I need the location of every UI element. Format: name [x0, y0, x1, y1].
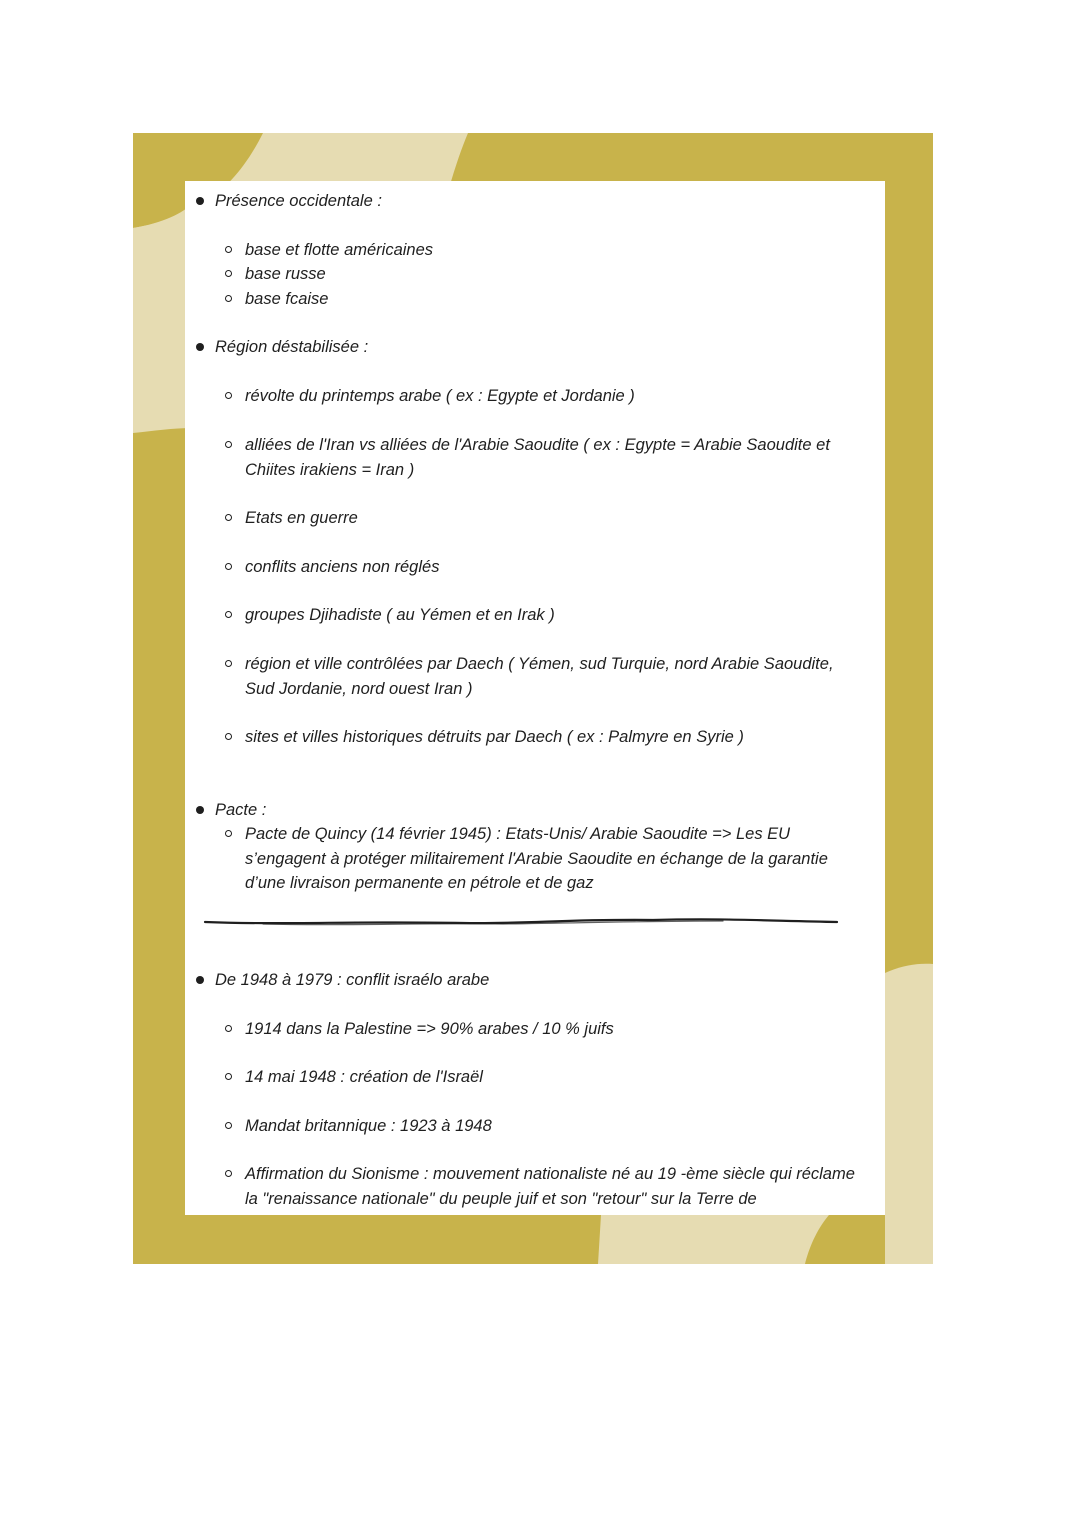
section-heading-presence: Présence occidentale :: [215, 189, 382, 214]
list-item: sites et villes historiques détruits par Daech ( ex : Palmyre en Syrie ): [245, 725, 855, 750]
bg-shape-left: [133, 203, 193, 433]
list-item: Pacte de Quincy (14 février 1945) : Etats-Unis/ Arabie Saoudite => Les EU s’engagent à protéger militairement l'Arabie Saoudite en échange de la garantie d’une livraison permanente en pétrole et de gaz: [245, 822, 855, 896]
section-heading-conflit: De 1948 à 1979 : conflit israélo arabe: [215, 968, 489, 993]
list-item: alliées de l'Iran vs alliées de l'Arabie Saoudite ( ex : Egypte = Arabie Saoudite et Chiites irakiens = Iran ): [245, 433, 855, 482]
list-item: Etats en guerre: [245, 506, 855, 531]
list-item: Affirmation du Sionisme : mouvement nationaliste né au 19 -ème siècle qui réclame la "renaissance nationale" du peuple juif et son "retour" sur la Terre de: [245, 1162, 855, 1211]
list-item: base russe: [245, 262, 855, 287]
bg-shape-right: [885, 964, 933, 1264]
list-item: base et flotte américaines: [245, 238, 855, 263]
hand-drawn-divider: [203, 915, 843, 929]
list-item: région et ville contrôlées par Daech ( Yémen, sud Turquie, nord Arabie Saoudite, Sud Jordanie, nord ouest Iran ): [245, 652, 855, 701]
page-frame: [133, 133, 933, 1264]
list-item: Mandat britannique : 1923 à 1948: [245, 1114, 855, 1139]
list-item: base fcaise: [245, 287, 855, 312]
notes-card: [185, 181, 885, 1215]
list-item: conflits anciens non réglés: [245, 555, 855, 580]
section-heading-region: Région déstabilisée :: [215, 335, 368, 360]
section-heading-pacte: Pacte :: [215, 798, 266, 823]
list-item: 14 mai 1948 : création de l'Israël: [245, 1065, 855, 1090]
list-item: groupes Djihadiste ( au Yémen et en Irak ): [245, 603, 855, 628]
list-item: 1914 dans la Palestine => 90% arabes / 10 % juifs: [245, 1017, 855, 1042]
list-item: révolte du printemps arabe ( ex : Egypte et Jordanie ): [245, 384, 855, 409]
